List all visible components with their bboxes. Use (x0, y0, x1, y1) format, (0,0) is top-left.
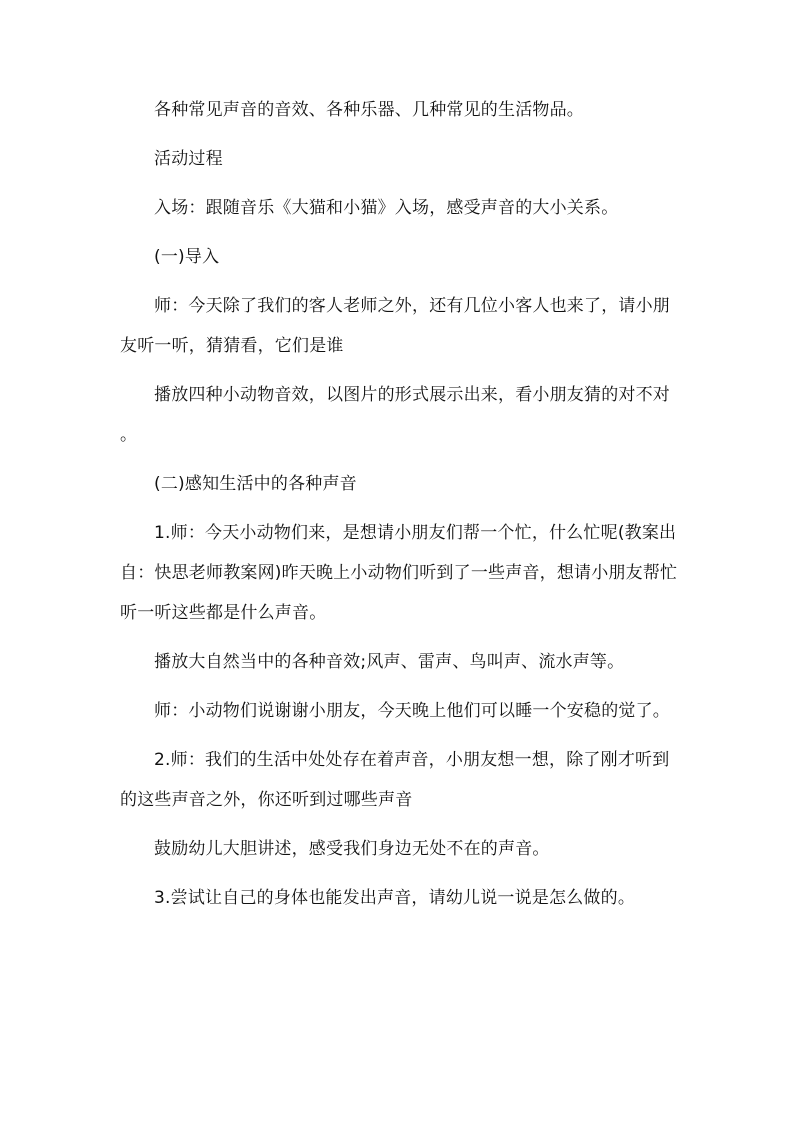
paragraph-step-3: 3.尝试让自己的身体也能发出声音，请幼儿说一说是怎么做的。 (154, 888, 636, 908)
paragraph-step-1: 1.师：今天小动物们来，是想请小朋友们帮一个忙，什么忙呢(教案出自：快思老师教案网)昨天晚上小动物们听到了一些声音，想请小朋友帮忙听一听这些都是什么声音。 (120, 523, 678, 623)
paragraph-section-intro-heading: (一)导入 (154, 247, 220, 267)
paragraph-play-nature-sounds: 播放大自然当中的各种音效;风声、雷声、鸟叫声、流水声等。 (154, 652, 625, 672)
paragraph-play-animal-sounds: 播放四种小动物音效，以图片的形式展示出来，看小朋友猜的对不对 。 (120, 385, 670, 445)
paragraph-entrance: 入场：跟随音乐《大猫和小猫》入场，感受声音的大小关系。 (154, 198, 619, 218)
paragraph-encourage: 鼓励幼儿大胆讲述，感受我们身边无处不在的声音。 (154, 839, 550, 859)
paragraph-teacher-intro: 师：今天除了我们的客人老师之外，还有几位小客人也来了，请小朋友听一听，猜猜看，它们是谁 (120, 296, 670, 356)
paragraph-step-2: 2.师：我们的生活中处处存在着声音，小朋友想一想，除了刚才听到的这些声音之外，你还听到过哪些声音 (120, 750, 670, 810)
document-body (120, 90, 685, 927)
paragraph-teacher-thanks: 师：小动物们说谢谢小朋友，今天晚上他们可以睡一个安稳的觉了。 (154, 701, 670, 721)
paragraph-section-perceive-heading: (二)感知生活中的各种声音 (154, 474, 357, 494)
paragraph-activity-process-heading: 活动过程 (154, 149, 223, 169)
paragraph-materials: 各种常见声音的音效、各种乐器、几种常见的生活物品。 (154, 100, 584, 120)
